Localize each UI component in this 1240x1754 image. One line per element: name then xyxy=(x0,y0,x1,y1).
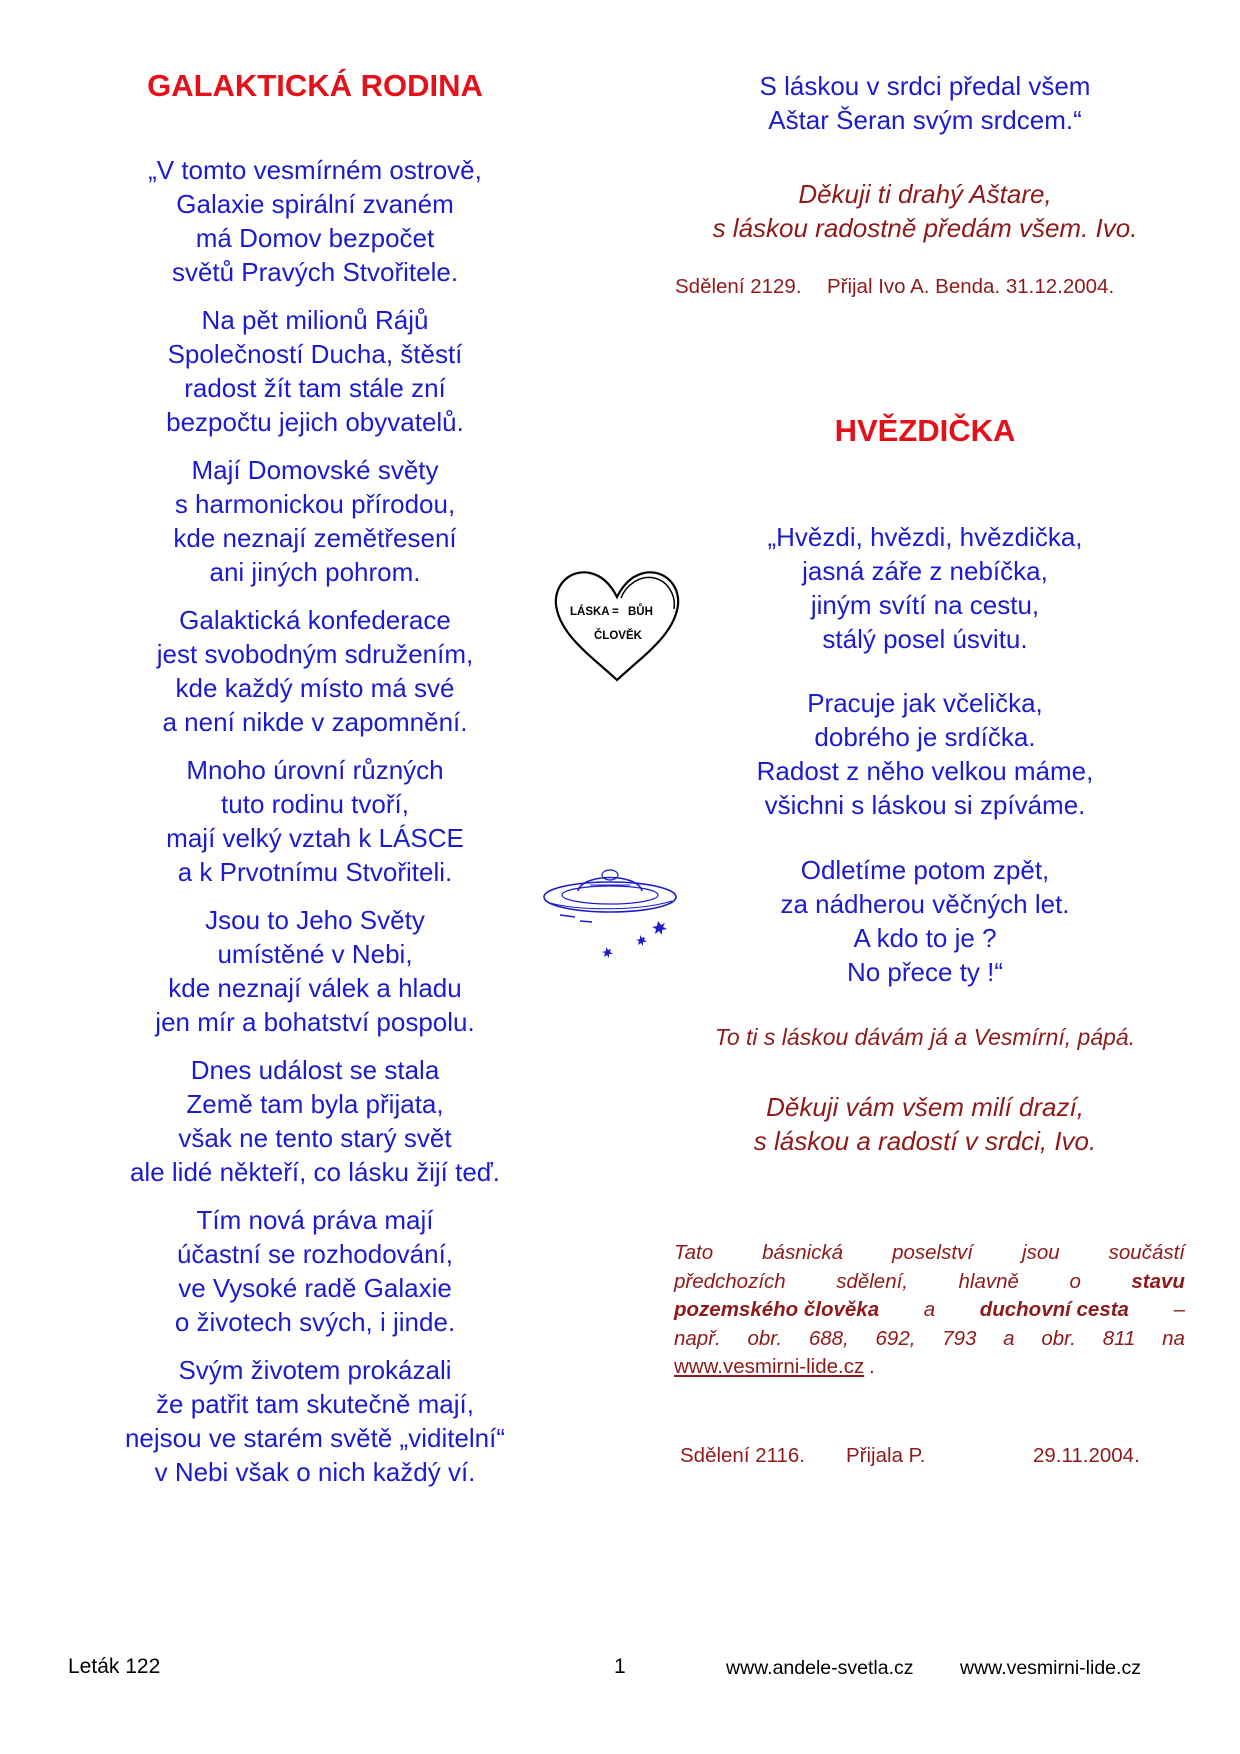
verse-line: umístěné v Nebi, xyxy=(217,939,413,969)
footer-leaflet-number: Leták 122 xyxy=(68,1655,161,1678)
left-stanza-1 xyxy=(80,153,550,289)
verse-line: za nádherou věčných let. xyxy=(780,889,1070,919)
note-line-1: Tato básnická poselství jsou součástí xyxy=(674,1241,1185,1264)
verse-line: mají velký vztah k LÁSCE xyxy=(166,823,464,853)
left-stanza-5 xyxy=(80,753,550,889)
left-stanza-9 xyxy=(80,1353,550,1489)
left-stanza-6 xyxy=(80,903,550,1039)
verse-line: jest svobodným sdružením, xyxy=(156,639,474,669)
note-bold-pozemskeho-cloveka: pozemského člověka xyxy=(674,1298,880,1321)
message-2116-date: 29.11.2004. xyxy=(1033,1444,1140,1467)
verse-line: Radost z něho velkou máme, xyxy=(756,756,1094,786)
verse-line: všichni s láskou si zpíváme. xyxy=(764,790,1086,820)
message-received-by: Přijal Ivo A. Benda. 31.12.2004. xyxy=(826,275,1115,298)
verse-line: ve Vysoké radě Galaxie xyxy=(178,1273,452,1303)
verse-line: a k Prvotnímu Stvořiteli. xyxy=(177,857,453,887)
verse-line: nejsou ve starém světě „viditelní“ xyxy=(124,1423,506,1453)
message-number: Sdělení 2129. xyxy=(675,275,802,298)
verse-line: „Hvězdi, hvězdi, hvězdička, xyxy=(767,522,1083,552)
footer-page-number: 1 xyxy=(614,1655,626,1678)
verse-line: Dnes událost se stala xyxy=(190,1055,440,1085)
heart-word-buh: BŮH xyxy=(628,606,653,618)
thanks-line: s láskou a radostí v srdci, Ivo. xyxy=(753,1126,1097,1156)
footer-link-andele-svetla[interactable]: www.andele-svetla.cz xyxy=(726,1657,914,1679)
poem-title-hvezdicka: HVĚZDIČKA xyxy=(834,413,1016,448)
note-line-5: www.vesmirni-lide.cz . xyxy=(674,1355,876,1378)
verse-line: Pracuje jak včelička, xyxy=(807,688,1043,718)
flying-saucer-illustration xyxy=(540,855,680,965)
verse-line: stálý posel úsvitu. xyxy=(822,624,1028,654)
verse-line: Tím nová práva mají xyxy=(196,1205,434,1235)
verse-line: tuto rodinu tvoří, xyxy=(221,789,409,819)
verse-line: jen mír a bohatství pospolu. xyxy=(155,1007,475,1037)
note-line-3: pozemského člověka a duchovní cesta – xyxy=(674,1296,1185,1325)
left-stanza-2 xyxy=(80,303,550,439)
thanks-to-all xyxy=(660,1090,1190,1158)
vesmirni-lide-link[interactable]: www.vesmirni-lide.cz xyxy=(674,1355,865,1378)
note-bold-duchovni-cesta: duchovní cesta xyxy=(979,1298,1129,1321)
thanks-to-astar xyxy=(660,177,1190,245)
heart-equals: = xyxy=(612,606,619,618)
verse-line: kde neznají zemětřesení xyxy=(173,523,457,553)
verse-line: však ne tento starý svět xyxy=(178,1123,452,1153)
right-stanza-3 xyxy=(660,853,1190,989)
verse-line: Mnoho úrovní různých xyxy=(186,755,444,785)
verse-line: Svým životem prokázali xyxy=(178,1355,452,1385)
note-line-2: předchozích sdělení, hlavně o stavu xyxy=(674,1268,1185,1297)
verse-line: kde neznají válek a hladu xyxy=(168,973,462,1003)
verse-line: ani jiných pohrom. xyxy=(209,557,421,587)
verse-line: Mají Domovské světy xyxy=(191,455,439,485)
right-stanza-2 xyxy=(660,686,1190,822)
footer-link-vesmirni-lide[interactable]: www.vesmirni-lide.cz xyxy=(960,1657,1141,1679)
left-stanza-3 xyxy=(80,453,550,589)
verse-line: kde každý místo má své xyxy=(175,673,455,703)
verse-line: Země tam byla přijata, xyxy=(186,1089,444,1119)
verse-line: S láskou v srdci předal všem xyxy=(759,71,1091,101)
verse-line: účastní se rozhodování, xyxy=(176,1239,454,1269)
thanks-line: Děkuji vám všem milí drazí, xyxy=(766,1092,1084,1122)
verse-line: jiným svítí na cestu, xyxy=(810,590,1040,620)
note-bold-stavu: stavu xyxy=(1131,1269,1185,1293)
verse-line: s harmonickou přírodou, xyxy=(174,489,456,519)
message-2116-number: Sdělení 2116. xyxy=(680,1444,806,1467)
verse-line: dobrého je srdíčka. xyxy=(814,722,1036,752)
verse-line: Galaktická konfederace xyxy=(179,605,451,635)
right-top-stanza xyxy=(660,69,1190,137)
verse-line: radost žít tam stále zní xyxy=(184,373,446,403)
thanks-line: s láskou radostně předám všem. Ivo. xyxy=(712,213,1138,243)
heart-word-clovek: ČLOVĚK xyxy=(594,630,642,642)
verse-line: Aštar Šeran svým srdcem.“ xyxy=(768,105,1082,135)
left-stanza-8 xyxy=(80,1203,550,1339)
note-paragraph xyxy=(674,1239,1185,1382)
note-line-4: např. obr. 688, 692, 793 a obr. 811 na xyxy=(674,1326,1185,1350)
verse-line: že patřit tam skutečně mají, xyxy=(156,1389,474,1419)
verse-line: „V tomto vesmírném ostrově, xyxy=(148,155,482,185)
dedication-line: To ti s láskou dávám já a Vesmírní, pápá. xyxy=(714,1024,1136,1050)
verse-line: Galaxie spirální zvaném xyxy=(176,189,454,219)
heart-word-laska: LÁSKA xyxy=(570,606,610,618)
verse-line: světů Pravých Stvořitele. xyxy=(171,257,459,287)
poem-title-galakticka-rodina: GALAKTICKÁ RODINA xyxy=(147,68,483,103)
left-stanza-4 xyxy=(80,603,550,739)
verse-line: a není nikde v zapomnění. xyxy=(162,707,468,737)
thanks-line: Děkuji ti drahý Aštare, xyxy=(798,179,1052,209)
right-stanza-1 xyxy=(660,520,1190,656)
left-stanza-7 xyxy=(80,1053,550,1189)
verse-line: má Domov bezpočet xyxy=(195,223,435,253)
verse-line: No přece ty !“ xyxy=(846,957,1004,987)
verse-line: Jsou to Jeho Světy xyxy=(205,905,425,935)
verse-line: jasná záře z nebíčka, xyxy=(802,556,1048,586)
verse-line: Odletíme potom zpět, xyxy=(800,855,1050,885)
verse-line: A kdo to je ? xyxy=(853,923,997,953)
message-2116-received: Přijala P. xyxy=(846,1444,926,1467)
verse-line: Na pět milionů Rájů xyxy=(201,305,429,335)
message-2129-line xyxy=(675,275,1114,299)
verse-line: ale lidé někteří, co lásku žijí teď. xyxy=(129,1157,501,1187)
verse-line: Společností Ducha, štěstí xyxy=(167,339,463,369)
verse-line: v Nebi však o nich každý ví. xyxy=(154,1457,476,1487)
verse-line: o životech svých, i jinde. xyxy=(174,1307,456,1337)
verse-line: bezpočtu jejich obyvatelů. xyxy=(166,407,464,437)
